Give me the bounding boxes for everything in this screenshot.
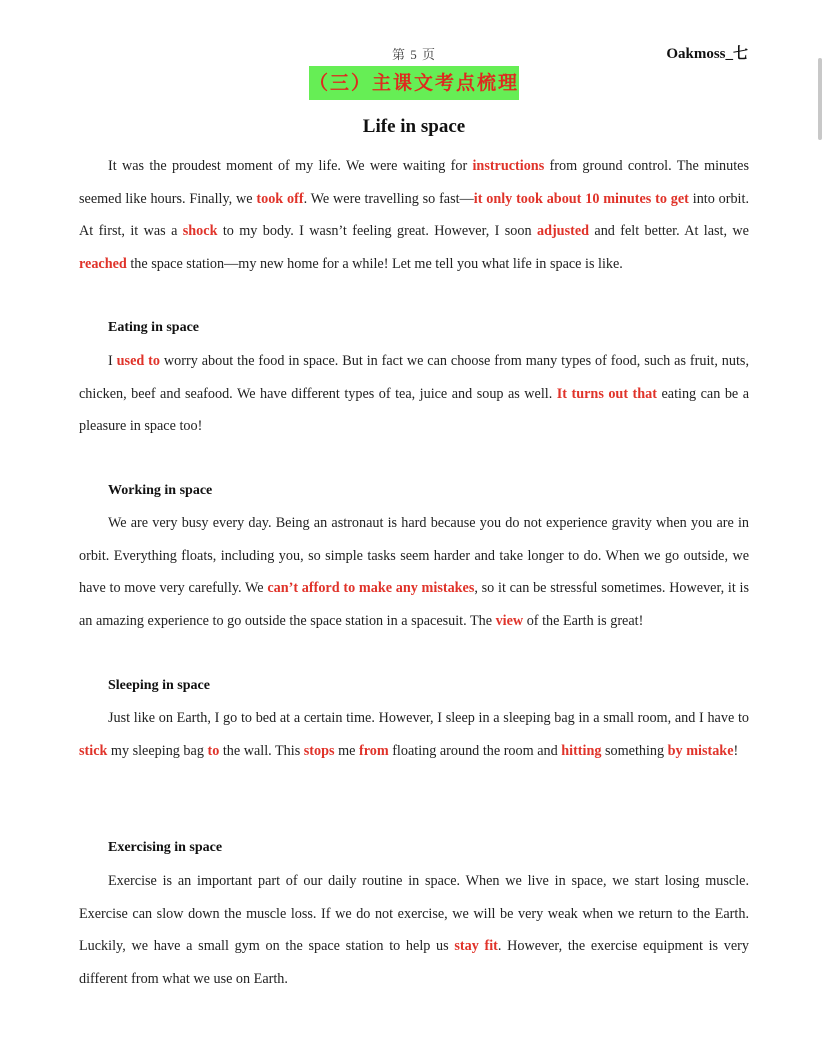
body-text: Exercise is an important part of our daily routine in space. When we live in space, we start losing muscle. Exercise can slow down the muscle loss. If we do not exercise, we will be very weak when we return to the Earth. Luckily, we have a small gym on the space station to help us: [79, 873, 749, 954]
body-text: worry about the food in space. But in fact we can choose from many types of food, such as fruit, nuts, chicken, beef and seafood. We have different types of tea, juice and soup as well.: [79, 353, 749, 402]
body-text: the space station—my new home for a while! Let me tell you what life in space is like.: [126, 255, 623, 272]
body-text: I: [108, 353, 117, 369]
section-heading-eating: Eating in space: [108, 320, 200, 335]
key-phrase: to: [207, 742, 220, 759]
body-text: from ground control. The minutes seemed like hours. Finally, we: [79, 158, 749, 207]
page-number-label: 第 5 页: [391, 47, 436, 62]
body-text: floating around the room and: [388, 742, 562, 759]
key-phrase: It turns out that: [556, 385, 657, 402]
body-text: and felt better. At last, we: [589, 223, 749, 239]
key-phrase: took off: [256, 190, 304, 207]
body-text: me: [334, 742, 359, 759]
body-text: . However, the exercise equipment is very different from what we use on Earth.: [79, 938, 749, 987]
key-phrase: shock: [182, 223, 218, 239]
section-heading-sleeping: Sleeping in space: [108, 678, 210, 693]
section-paragraph-exercising: [79, 865, 749, 995]
body-text: Just like on Earth, I go to bed at a certain time. However, I sleep in a sleeping bag in a small room, and I have to: [108, 710, 749, 726]
key-phrase: view: [495, 612, 524, 629]
body-text: . We were travelling so fast—: [303, 190, 474, 207]
key-phrase: can’t afford to make any mistakes: [267, 580, 475, 596]
body-text: my sleeping bag: [107, 742, 208, 759]
section-banner: （三）主课文考点梳理: [309, 66, 519, 100]
section-paragraph-sleeping: [79, 702, 749, 767]
key-phrase: stops: [303, 742, 335, 759]
body-text: of the Earth is great!: [523, 612, 644, 629]
body-text: We are very busy every day. Being an astronaut is hard because you do not experience gravity when you are in orbit. Everything floats, including you, so simple tasks seem harder and take longer to do. When we go outside, we have to move very carefully. We: [79, 515, 749, 596]
key-phrase: stick: [79, 742, 108, 759]
body-text: something: [601, 742, 668, 759]
key-phrase: instructions: [472, 158, 545, 174]
section-heading-exercising: Exercising in space: [108, 840, 223, 855]
key-phrase: from: [358, 742, 389, 759]
document-title: Life in space: [362, 116, 466, 137]
key-phrase: it only took about 10 minutes to get: [473, 190, 689, 207]
key-phrase: stay fit: [454, 938, 498, 954]
section-paragraph-working: [79, 507, 749, 637]
body-text: It was the proudest moment of my life. We were waiting for: [108, 158, 473, 174]
section-paragraph-eating: [79, 345, 749, 443]
key-phrase: reached: [79, 255, 127, 272]
brand-label: Oakmoss_七: [666, 46, 748, 62]
body-text: , so it can be stressful sometimes. However, it is an amazing experience to go outside the space station in a spacesuit. The: [79, 580, 749, 629]
key-phrase: hitting: [561, 742, 602, 759]
key-phrase: adjusted: [536, 223, 590, 239]
intro-paragraph: [79, 150, 749, 280]
body-text: !: [733, 742, 739, 759]
section-heading-working: Working in space: [108, 483, 213, 498]
key-phrase: used to: [116, 353, 160, 369]
body-text: into orbit. At first, it was a: [79, 190, 749, 239]
body-text: the wall. This: [219, 742, 304, 759]
body-text: eating can be a pleasure in space too!: [79, 385, 749, 434]
key-phrase: by mistake: [667, 742, 734, 759]
body-text: to my body. I wasn’t feeling great. However, I soon: [217, 223, 537, 239]
